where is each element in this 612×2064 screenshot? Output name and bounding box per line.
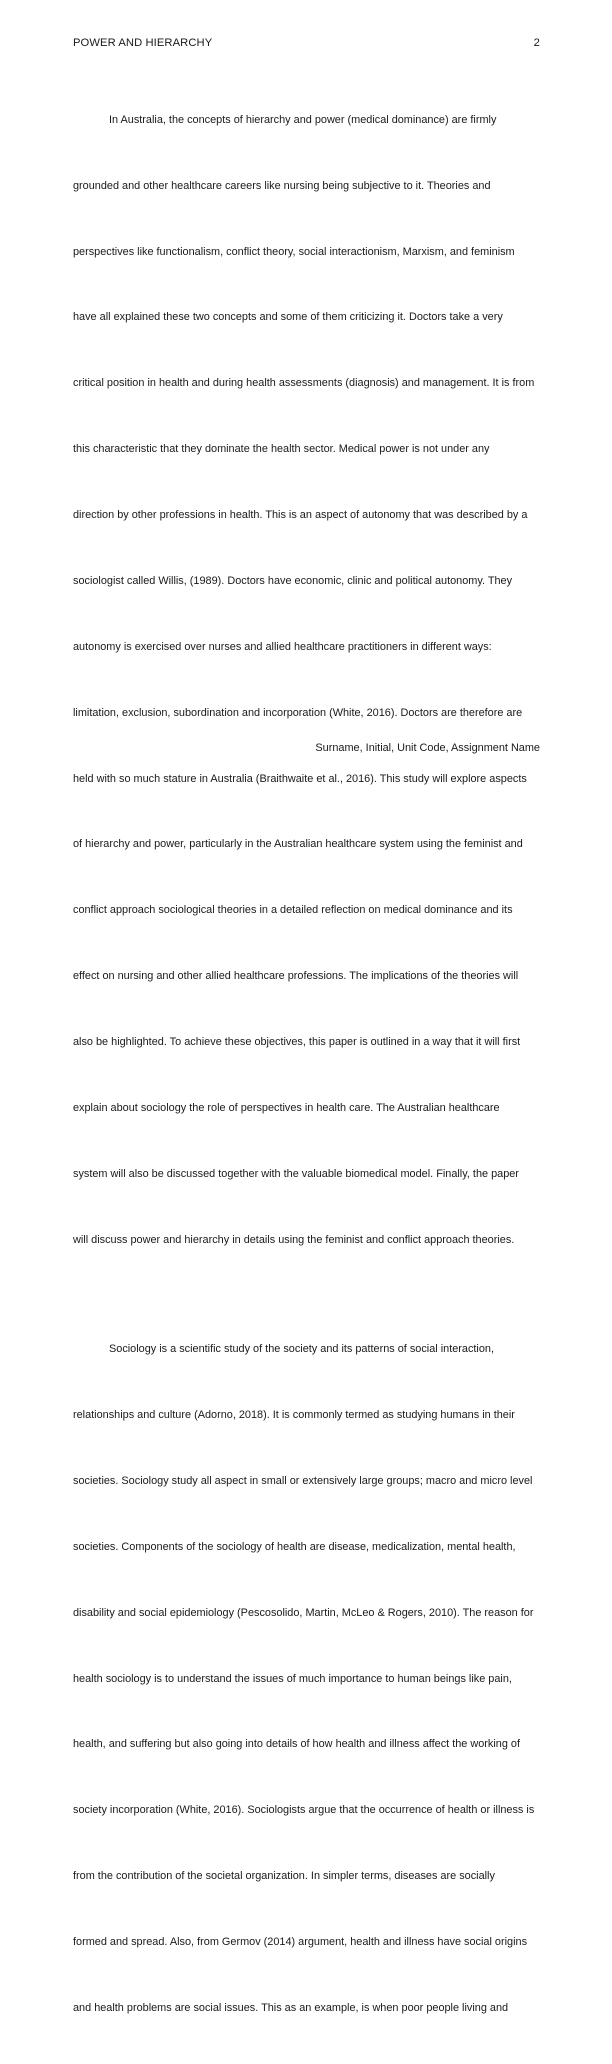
text-line: formed and spread. Also, from Germov (2014) argument, health and illness have social origins [73,1936,528,1949]
text-line: society incorporation (White, 2016). Sociologists argue that the occurrence of health or illness is [73,1804,535,1817]
text-line: held with so much stature in Australia (Braithwaite et al., 2016). This study will explore aspects [73,772,527,785]
text-line: health, and suffering but also going into details of how health and illness affect the working of [73,1738,521,1751]
text-line: health sociology is to understand the issues of much importance to human beings like pain, [73,1672,512,1685]
text-line: this characteristic that they dominate the health sector. Medical power is not under any [73,443,490,456]
text-line: also be highlighted. To achieve these objectives, this paper is outlined in a way that it will first [73,1035,521,1048]
text-line: direction by other professions in health. This is an aspect of autonomy that was described by a [73,509,528,522]
page-footer: Surname, Initial, Unit Code, Assignment Name [315,742,540,754]
text-line: critical position in health and during health assessments (diagnosis) and management. It is from [73,377,535,390]
text-line: and health problems are social issues. This as an example, is when poor people living and [73,2001,509,2014]
running-head-title: POWER AND HIERARCHY [73,37,213,49]
paragraph-2 [73,1295,543,2063]
text-line: will discuss power and hierarchy in details using the feminist and conflict approach theories. [73,1233,515,1246]
text-line: autonomy is exercised over nurses and allied healthcare practitioners in different ways: [73,640,492,653]
text-line: disability and social epidemiology (Pescosolido, Martin, McLeo & Rogers, 2010). The reason for [73,1606,534,1619]
text-line: of hierarchy and power, particularly in the Australian healthcare system using the feminist and [73,838,523,851]
text-line: societies. Sociology study all aspect in small or extensively large groups; macro and micro level [73,1475,533,1487]
text-line: grounded and other healthcare careers like nursing being subjective to it. Theories and [73,179,491,192]
text-line: from the contribution of the societal organization. In simpler terms, diseases are socially [73,1870,495,1883]
text-line: system will also be discussed together with the valuable biomedical model. Finally, the paper [73,1167,519,1180]
text-line: have all explained these two concepts and some of them criticizing it. Doctors take a very [73,311,503,324]
text-line: relationships and culture (Adorno, 2018). It is commonly termed as studying humans in their [73,1409,515,1422]
page-header [73,37,540,53]
text-line: conflict approach sociological theories in a detailed reflection on medical dominance and its [73,904,513,917]
text-line: In Australia, the concepts of hierarchy and power (medical dominance) are firmly [109,113,497,126]
text-line: societies. Components of the sociology of health are disease, medicalization, mental health, [73,1540,516,1553]
text-line: explain about sociology the role of perspectives in health care. The Australian healthcare [73,1101,500,1114]
text-line: perspectives like functionalism, conflict theory, social interactionism, Marxism, and feminism [73,245,515,258]
text-line: Sociology is a scientific study of the society and its patterns of social interaction, [109,1343,494,1356]
text-line: sociologist called Willis, (1989). Doctors have economic, clinic and political autonomy. They [73,574,513,587]
text-line: effect on nursing and other allied healthcare professions. The implications of the theories will [73,970,519,983]
body-text [73,66,543,2064]
paragraph-1 [73,66,543,1295]
text-line: limitation, exclusion, subordination and incorporation (White, 2016). Doctors are therefore are [73,706,523,719]
page-number: 2 [533,37,540,49]
